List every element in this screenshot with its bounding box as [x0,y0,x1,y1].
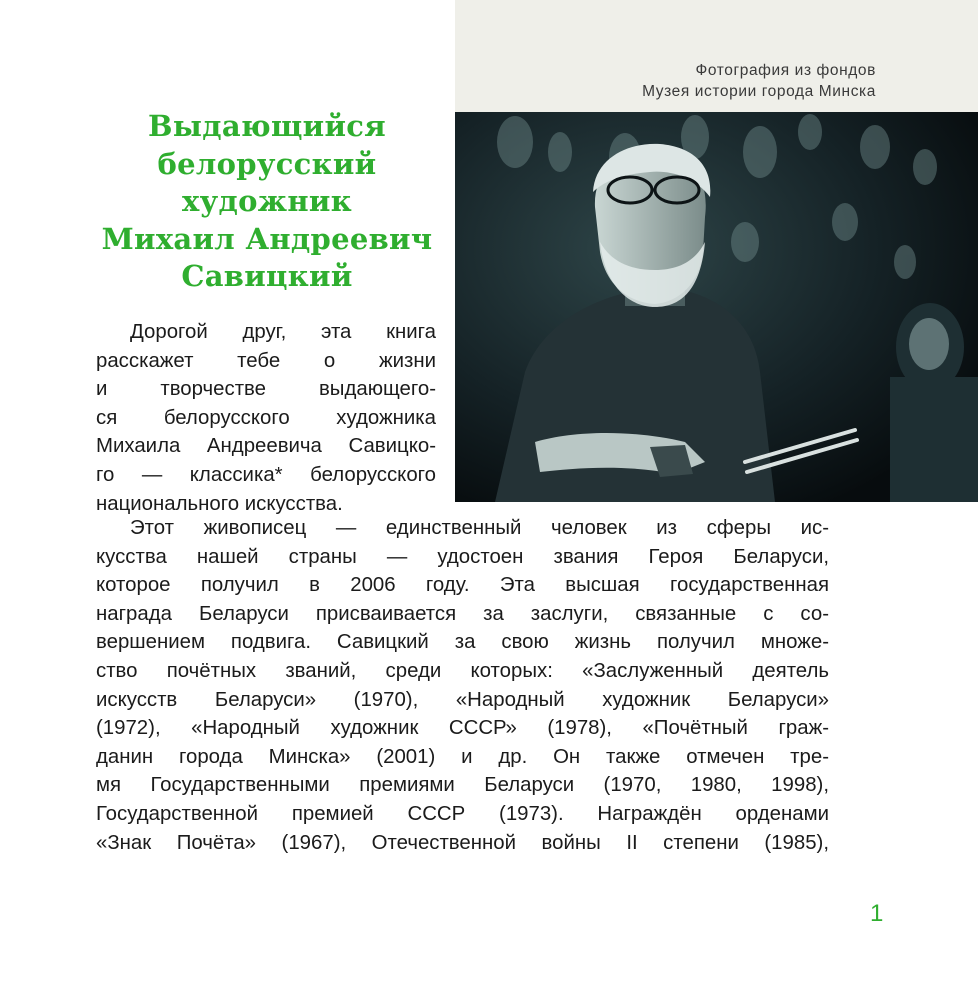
title-line: белорусский [157,146,377,181]
body-line: кусства нашей страны — удостоен звания Героя Беларуси, [96,545,829,568]
body-line: Этот живописец — единственный человек из сферы ис- [130,517,829,539]
body-paragraph [96,514,829,857]
portrait-illustration [455,112,978,502]
title-line: Михаил Андреевич [101,221,433,256]
lead-line: Михаила Андреевича Савицко- [96,435,436,458]
body-line: (1972), «Народный художник СССР» (1978), «Почётный граж- [96,717,829,740]
caption-line: Музея истории города Минска [642,83,876,100]
title-line: Выдающийся [148,109,386,143]
body-line: «Знак Почёта» (1967), Отечественной войны II степени (1985), [96,831,829,854]
title-line: Савицкий [181,259,353,293]
body-line: искусств Беларуси» (1970), «Народный художник Беларуси» [96,688,829,711]
body-line: Государственной премией СССР (1973). Награждён орденами [96,802,829,825]
title-line: художник [182,184,352,218]
photo-caption-panel [455,0,978,112]
lead-line: и творчестве выдающего- [96,378,436,401]
lead-line: расскажет тебе о жизни [96,349,436,372]
lead-line: ся белорусского художника [96,406,436,429]
photo-caption [642,60,876,102]
lead-line: национального искусства. [96,492,343,515]
lead-paragraph [96,318,436,518]
body-line: вершением подвига. Савицкий за свою жизнь получил множе- [96,631,829,654]
page-number: 1 [870,900,884,927]
page-title [82,108,452,296]
body-line: которое получил в 2006 году. Эта высшая государственная [96,574,829,597]
lead-line: го — классика* белорусского [96,463,436,486]
body-line: награда Беларуси присваивается за заслуги, связанные с со- [96,602,829,625]
portrait-photo [455,112,978,502]
body-line: мя Государственными премиями Беларуси (1970, 1980, 1998), [96,774,829,797]
body-line: данин города Минска» (2001) и др. Он также отмечен тре- [96,745,829,768]
lead-line: Дорогой друг, эта книга [130,321,436,343]
caption-line: Фотография из фондов [695,62,876,79]
body-line: ство почётных званий, среди которых: «Заслуженный деятель [96,659,829,682]
